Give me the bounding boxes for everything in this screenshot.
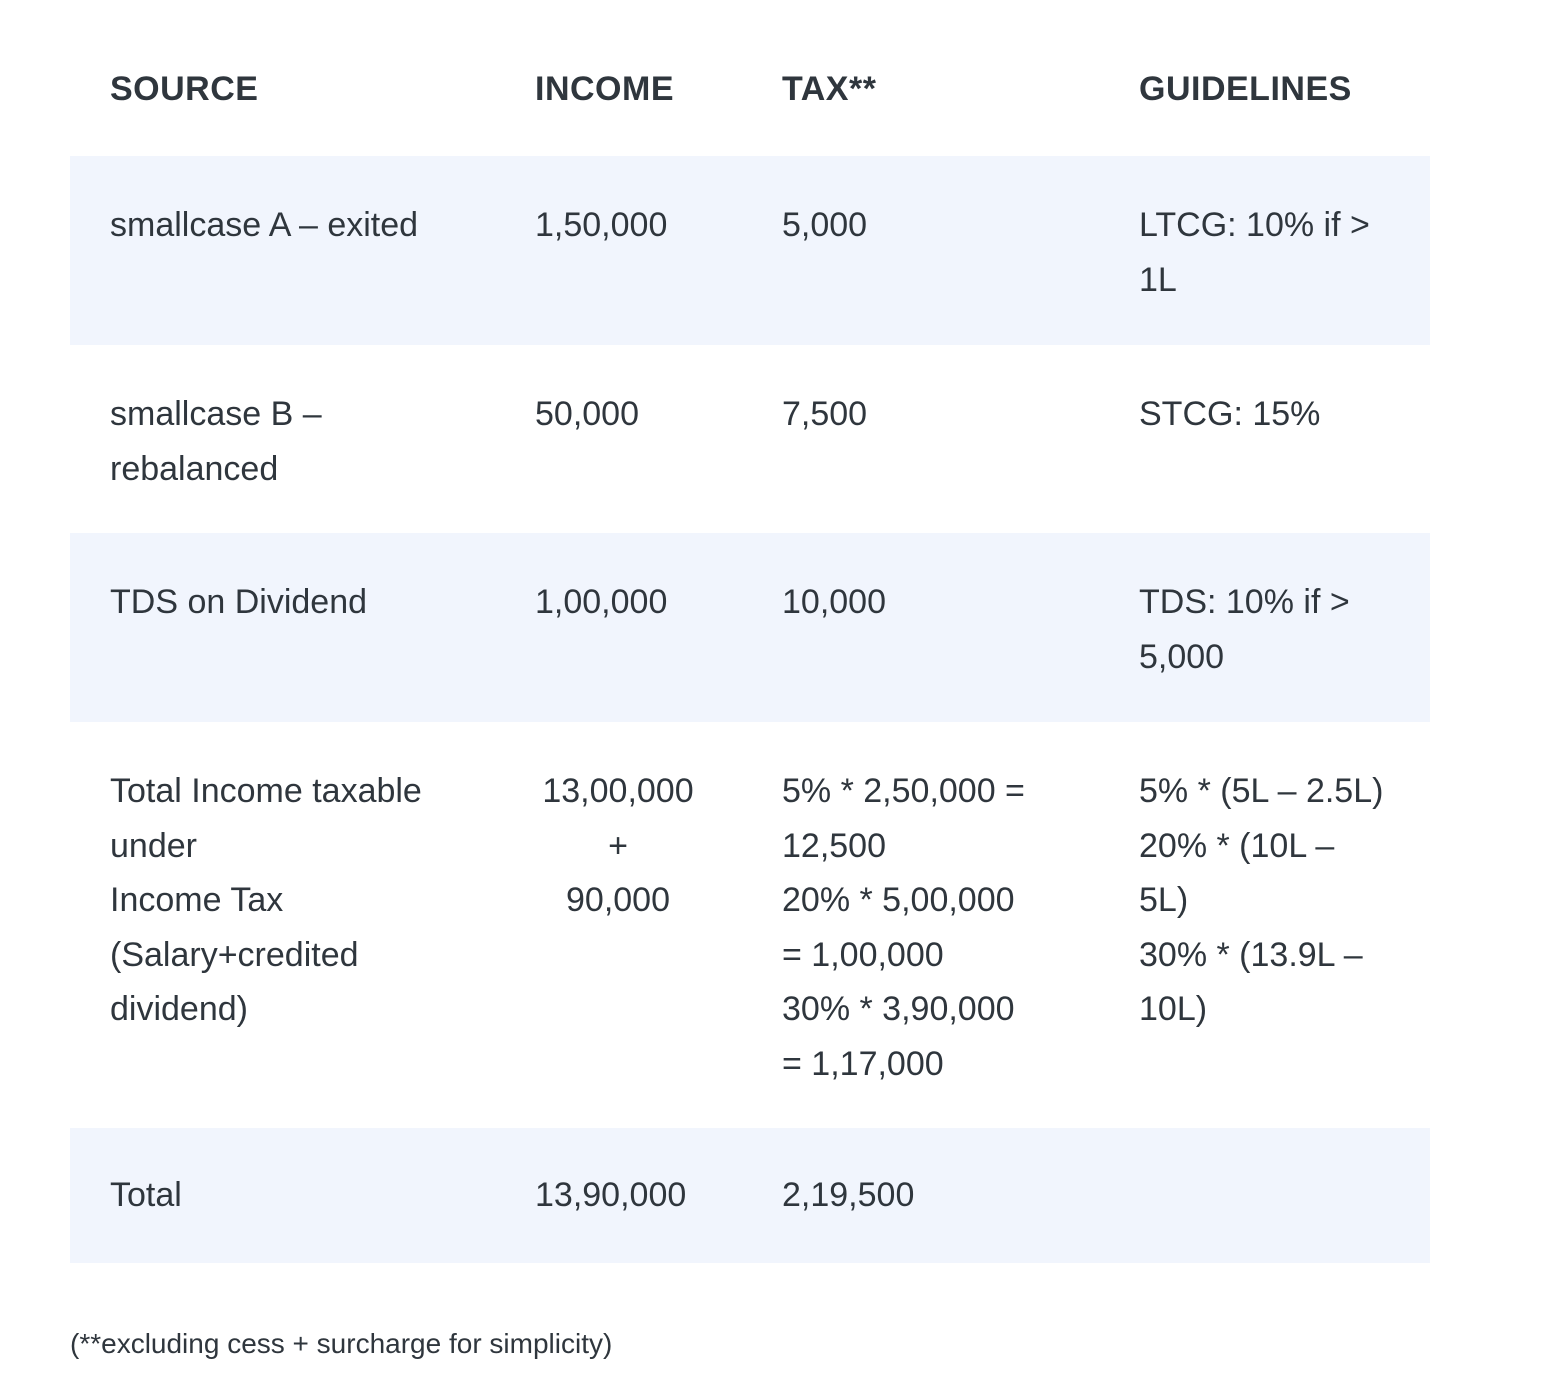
cell-income [535, 1168, 686, 1223]
cell-text: 5% * (5L – 2.5L) [1139, 772, 1384, 810]
cell-income [535, 387, 639, 442]
table-row [70, 722, 1430, 1128]
header-source: SOURCE [110, 70, 259, 108]
cell-guidelines [1139, 764, 1383, 1037]
cell-text: 5,000 [1139, 637, 1225, 676]
cell-text: = 1,00,000 [782, 935, 944, 974]
cell-income [535, 764, 701, 928]
cell-text: Total Income taxable [110, 772, 422, 810]
table-row [70, 156, 1430, 345]
header-income: INCOME [535, 70, 674, 108]
cell-text: 12,500 [782, 826, 886, 865]
cell-text: smallcase B – [110, 395, 322, 433]
cell-text: 1L [1139, 260, 1177, 299]
cell-text: 50,000 [535, 395, 639, 433]
cell-text: 7,500 [782, 395, 868, 433]
cell-guidelines [1139, 387, 1320, 442]
cell-text: (Salary+credited [110, 935, 359, 974]
table-row-total [70, 1128, 1430, 1263]
cell-source [110, 575, 367, 630]
cell-tax [782, 575, 886, 630]
table-header [70, 0, 1430, 156]
cell-text: 5% * 2,50,000 = [782, 772, 1025, 810]
cell-text: 30% * 3,90,000 [782, 990, 1015, 1028]
cell-tax [782, 1168, 914, 1223]
footnote: (**excluding cess + surcharge for simplicity) [70, 1328, 613, 1359]
cell-text: 1,50,000 [535, 206, 668, 244]
cell-text: 20% * 5,00,000 [782, 881, 1015, 919]
cell-text: under [110, 826, 197, 865]
cell-source [110, 1168, 182, 1223]
cell-text: rebalanced [110, 449, 279, 488]
cell-source [110, 387, 322, 496]
cell-tax [782, 387, 867, 442]
cell-text: TDS on Dividend [110, 583, 368, 621]
cell-text: 30% * (13.9L – [1139, 935, 1363, 974]
cell-text: 20% * (10L – [1139, 826, 1335, 865]
cell-text: LTCG: 10% if > [1139, 206, 1370, 244]
cell-text: 5L) [1139, 881, 1189, 919]
tax-table [70, 0, 1430, 1263]
cell-source [110, 198, 418, 253]
cell-text: 1,00,000 [535, 583, 668, 621]
cell-text: smallcase A – exited [110, 206, 419, 244]
cell-income [535, 198, 667, 253]
cell-text: 10L) [1139, 990, 1208, 1028]
cell-tax [782, 764, 1025, 1091]
cell-income [535, 575, 667, 630]
cell-text: + [608, 826, 628, 865]
cell-tax [782, 198, 867, 253]
cell-text: 13,90,000 [535, 1176, 687, 1214]
cell-text: Income Tax [110, 881, 284, 919]
cell-text: 2,19,500 [782, 1176, 915, 1214]
table-row [70, 533, 1430, 722]
cell-guidelines [1139, 575, 1350, 684]
cell-source [110, 764, 422, 1037]
cell-text: STCG: 15% [1139, 395, 1321, 433]
cell-text: 13,00,000 [542, 772, 694, 810]
cell-text: Total [110, 1176, 182, 1214]
header-guidelines: GUIDELINES [1139, 70, 1352, 108]
cell-text: 5,000 [782, 206, 868, 244]
cell-text: TDS: 10% if > [1139, 583, 1350, 621]
cell-text: dividend) [110, 990, 248, 1028]
table-row [70, 345, 1430, 533]
cell-text: 90,000 [566, 881, 670, 919]
cell-guidelines [1139, 198, 1370, 307]
cell-text: = 1,17,000 [782, 1044, 944, 1083]
cell-text: 10,000 [782, 583, 886, 621]
header-tax: TAX** [782, 70, 877, 108]
